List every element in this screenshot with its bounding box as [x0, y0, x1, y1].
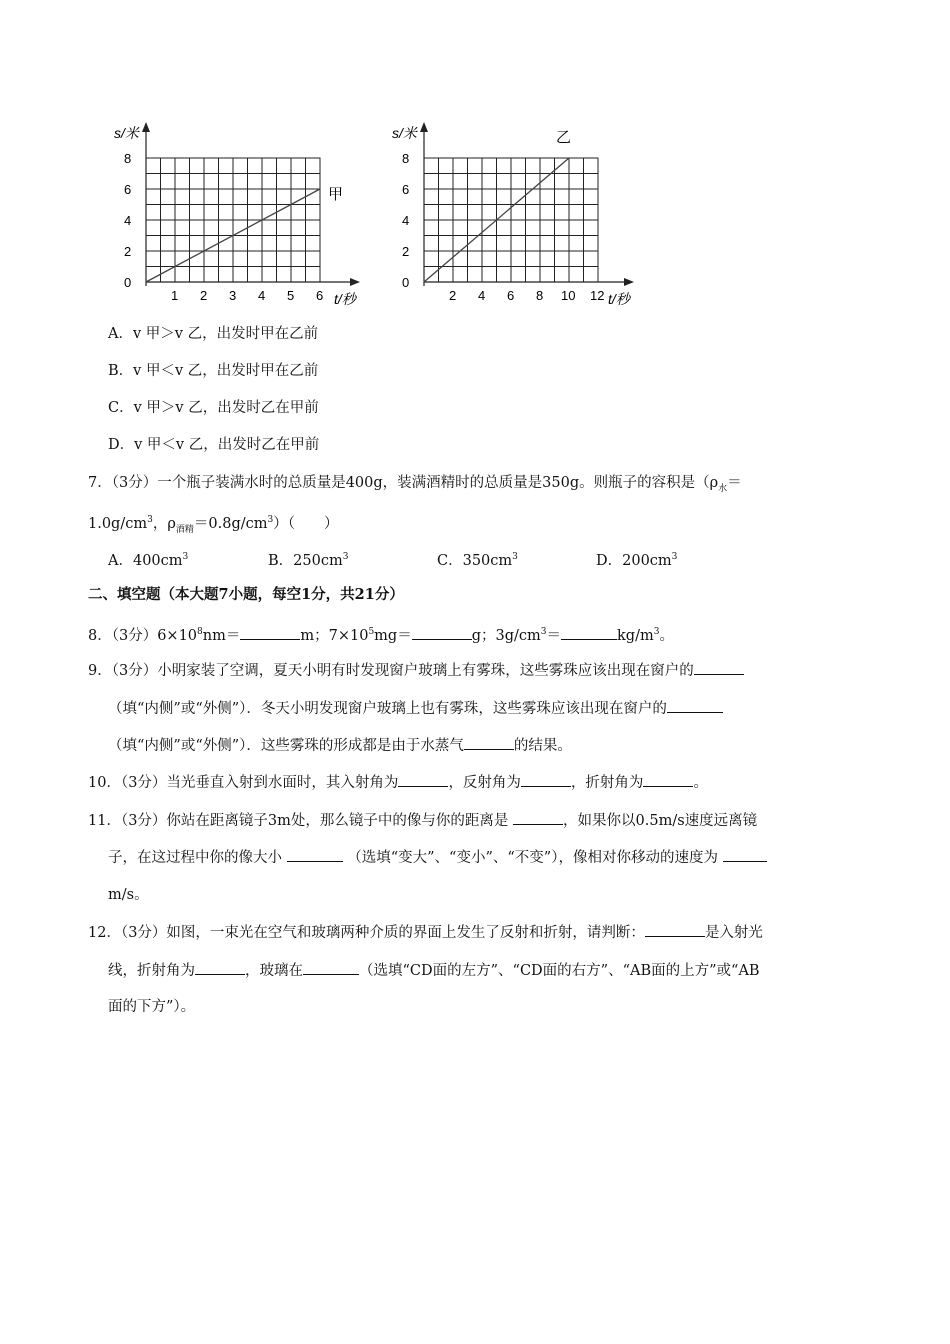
x-tick-label: 8	[536, 288, 544, 303]
y-tick-label: 2	[402, 244, 410, 259]
y-tick-label: 0	[124, 275, 132, 290]
graph-yi	[378, 118, 658, 322]
y-tick-label: 6	[124, 182, 132, 197]
q8-blank-1[interactable]	[240, 625, 300, 640]
graph-jia-svg	[100, 118, 370, 318]
q7-stem-line2	[88, 510, 888, 536]
q10: 10．（3分）当光垂直入射到水面时，其入射角为 ，反射角为 ，折射角为 。	[88, 772, 888, 793]
graph-jia	[100, 118, 370, 322]
y-tick-label: 2	[124, 244, 132, 259]
q8: 8．（3分）$6\times 10^8nm= m$；$7\times 10^5mg= g$；$3g/cm^3= kg/m^3$。	[88, 622, 888, 646]
x-tick-label: 2	[200, 288, 208, 303]
q6-option-b: B．v 甲＜v 乙，出发时甲在乙前	[108, 363, 319, 379]
q7-option-a: A．$400cm^3$	[108, 552, 189, 569]
q12-line1: 12．（3分）如图，一束光在空气和玻璃两种介质的界面上发生了反射和折射，请判断： 是入射光	[88, 922, 888, 943]
q9-blank-1[interactable]	[694, 660, 744, 675]
y-tick-label: 4	[402, 213, 410, 228]
q8-blank-3[interactable]	[561, 625, 617, 640]
y-tick-label: 4	[124, 213, 132, 228]
q7-alcohol-density: ＝0.8g/cm	[193, 515, 268, 532]
graph-yi-svg	[378, 118, 658, 318]
graph-yi-series-label: 乙	[556, 129, 572, 146]
q11-line2: 子，在这过程中你的像大小 （选填“变大”、“变小”、“不变”），像相对你移动的速度为	[108, 847, 908, 868]
x-tick-label: 10	[561, 288, 576, 303]
x-tick-label: 6	[507, 288, 515, 303]
q12-blank-1[interactable]	[645, 922, 705, 937]
q7-sup: 3	[267, 515, 274, 525]
section-2-heading: 二、填空题（本大题7小题，每空1分，共21分）	[88, 586, 404, 603]
q11-line3: m/s。	[108, 887, 149, 903]
q10-blank-1[interactable]	[398, 772, 448, 787]
q11-blank-1[interactable]	[513, 810, 563, 825]
y-tick-label: 6	[402, 182, 410, 197]
q6-option-c: C．v 甲＞v 乙，出发时乙在甲前	[108, 400, 319, 416]
q11-blank-3[interactable]	[723, 847, 767, 862]
q12-blank-3[interactable]	[303, 960, 359, 975]
q9-blank-3[interactable]	[464, 735, 514, 750]
q12-blank-2[interactable]	[195, 960, 245, 975]
q7-text: 7．（3分）一个瓶子装满水时的总质量是400g，装满酒精时的总质量是350g。则瓶子的容积是（ρ	[88, 475, 719, 491]
q7-option-b: B．$250cm^3$	[268, 552, 349, 569]
q9-line3: （填“内侧”或“外侧”）．这些雾珠的形成都是由于水蒸气 的结果。	[108, 735, 908, 756]
x-tick-label: 4	[478, 288, 486, 303]
x-tick-label: 3	[229, 288, 237, 303]
x-tick-label: 12	[590, 288, 605, 303]
q6-option-d: D．v 甲＜v 乙，出发时乙在甲前	[108, 437, 320, 453]
q6-option-a: A．v 甲＞v 乙，出发时甲在乙前	[108, 326, 319, 342]
x-tick-label: 2	[449, 288, 457, 303]
graph-jia-grid	[146, 158, 320, 282]
q12-line2: 线，折射角为 ，玻璃在 （选填“CD面的左方”、“CD面的右方”、“AB面的上方”或“AB	[108, 960, 908, 981]
graph-yi-x-label: t/秒	[608, 291, 630, 307]
y-tick-label: 8	[402, 151, 410, 166]
q8-blank-2[interactable]	[412, 625, 472, 640]
q9-blank-2[interactable]	[667, 698, 723, 713]
q7-option-c: C．$350cm^3$	[437, 552, 518, 569]
q7-rho-water-sub: 水	[718, 484, 728, 494]
graph-yi-grid	[424, 158, 598, 282]
graph-jia-series-label: 甲	[328, 186, 344, 203]
q7-rho-alcohol-sub: 酒精	[175, 524, 194, 535]
q7-eq: ＝	[727, 475, 742, 491]
q7-stem-line1	[88, 473, 888, 495]
q10-blank-2[interactable]	[521, 772, 571, 787]
q7-rho: ，ρ	[152, 515, 176, 532]
x-tick-label: 1	[171, 288, 179, 303]
q9-line2: （填“内侧”或“外侧”）．冬天小明发现窗户玻璃上也有雾珠，这些雾珠应该出现在窗户的	[108, 698, 908, 719]
graph-jia-x-label: t/秒	[334, 291, 356, 307]
y-tick-label: 0	[402, 275, 410, 290]
x-tick-label: 4	[258, 288, 266, 303]
q7-paren: ）（ ）	[273, 515, 339, 532]
x-tick-label: 5	[287, 288, 295, 303]
q10-blank-3[interactable]	[643, 772, 693, 787]
q7-sup: 3	[147, 515, 153, 525]
graph-jia-y-label: s/米	[114, 125, 139, 141]
y-tick-label: 8	[124, 151, 132, 166]
q12-line3: 面的下方”）。	[108, 999, 196, 1015]
q11-line1: 11．（3分）你站在距离镜子3m处，那么镜子中的像与你的距离是 ，如果你以0.5m/s速度远离镜	[88, 810, 888, 831]
q9-line1: 9．（3分）小明家装了空调，夏天小明有时发现窗户玻璃上有雾珠，这些雾珠应该出现在窗户的	[88, 660, 888, 681]
q7-option-d: D．$200cm^3$	[596, 552, 678, 569]
q11-blank-2[interactable]	[287, 847, 343, 862]
x-tick-label: 6	[316, 288, 324, 303]
q7-water-density: 1.0g/cm	[88, 515, 148, 532]
graph-yi-y-label: s/米	[392, 125, 417, 141]
